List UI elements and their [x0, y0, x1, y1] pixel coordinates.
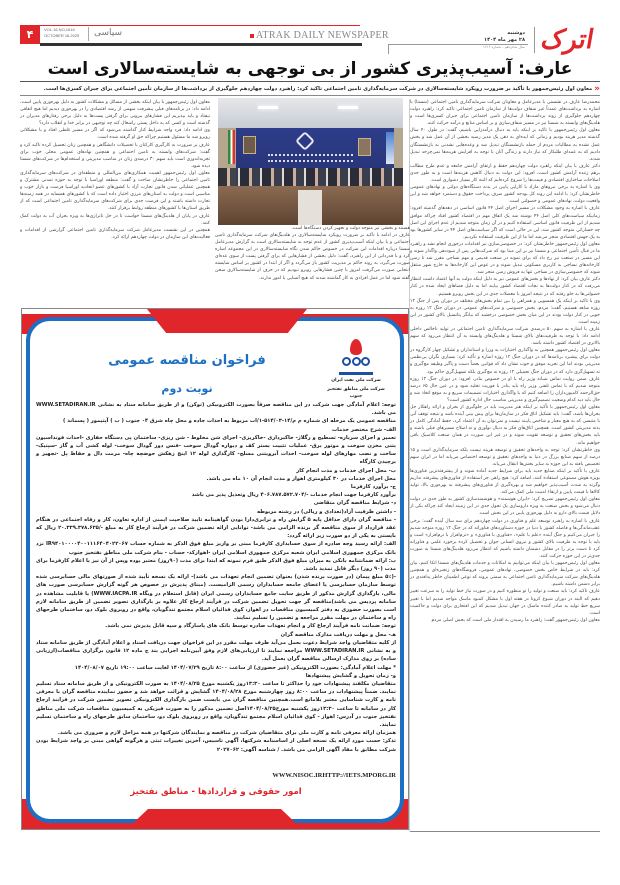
knot-shape [361, 357, 370, 366]
ad-paragraph: برآورد کارفرما جهت انجام خدمات -/۴۰۶.۷۸۷.۵۷۲.۷۰۴ ریال وتعدیل پذیر می باشد [191, 492, 396, 499]
paragraph: محمدرضا عارف در نشستی با مدیرعامل و معاونان شرکت سرمایه‌گذاری تامین اجتماعی (شستا) با اشاره به برداشت‌های عمدتاً غیر شفاف دولت‌ها از سازمان تامین اجتماعی تاکید کرد: راهبرد دولت چهاردهم جلوگیری از روند برداشت‌ها از سازمان تامین اجتماعی برای جبران کسری‌ها است و هلدینگ‌های وابسته به شستا نیز در مسیر شفاف‌سازی و بر اساس منابع و درآمد حرکت کنند. [410, 100, 600, 127]
ad-paragraph: تذکر: حسب مورد ارائه یک نسخه اصلی از اساسنامه شرکتها، آگهی تاسیس، آخرین تغییرات ثبتی و هرگونه گواهی مبنی بر واجد شرایط بودن شرکت مطابق با مفاد آگهی الزامی می باشد. / شناسه آگهی: ۲۰۲۷۰۶۲ [36, 738, 396, 753]
ceiling-light [338, 106, 358, 109]
article-right-column [410, 99, 600, 831]
paragraph: دکتر عارف بیان کرد: از نهادها و بخش‌های عمومی نیز به دلیل اینکه دولت به آنها اعتماد داشت انتظار می‌رفت که در کنار دولت‌ها به نجات اقتصاد کشور بیایند اما به دلیل فضاهای ایجاد شده در کنار خصولتی‌ها به جلو رفتند که در نتیجه امروز با معضلات جدی در این بخش روبرو هستیم. [410, 277, 600, 297]
issue-number: سال شانزدهم - شماره ۱۶۱۶ [483, 45, 525, 49]
paragraph: عارف در ادامه با تأکید بر ضرورت رویکرد شایسته‌سالاری در هلدینگ‌های شرکت سرمایه‌گذاری تامین اجتماعی و با بیان اینکه آسیب‌پذیری کشور از عدم توجه به شایسته‌سالاری است به گزارش مدیرعامل شستا درباره اقدامات این شرکت در خصوص حاکم شدن نگاه شایسته‌سالاری در این مجموعه اشاره کرد و با قدردانی از این راهبرد، گفت: دلیل بخشی از فشارهایی که برای گرفتن پست از سوی عده‌ای صورت می‌گیرد، به روند حاکم بر مدیریت کشور باز می‌گردد و اگر از ابتدا در کشور بر اساس شایسته انتخابی صورت می‌گرفت امروز با چنین فشارهایی روبرو نبودیم که در حرف از شایسته‌سالاری سخن گفته شود اما در عمل افرادی به کار گماشته شدند که هیچ آشنایی با امور ندارند. [215, 233, 410, 281]
pipe-knots-icon [342, 357, 370, 371]
knot-shape [352, 357, 361, 366]
article-lead [20, 83, 600, 95]
paragraph: معاون اول رئیس‌جمهور همچنین به واگذاری اختیارات به وزرا و استانداران و تشکیل چهار کارگروه در دولت برای پیشبرد برنامه‌ها که در دوران جنگ ۱۲ روزه اشاره و تأکید کرد: بسیاری نگران بی‌نظمی مدیریتی بودند اما این تجربه موفق و خوب نشان داد که قوانین بعضاً دست و پاگیر وظیفه مچ‌گیری و نه تسهیل‌گری دارد که در دوران جنگ تحمیلی ۱۲ روزه نه مچ‌گیری بلکه تسهیل‌گری حاکم بود. [410, 348, 600, 375]
paragraph: عارف بر ضرورت به کارگیری کارکنان با تحصیلات دانشگاهی و همچنین زنان تحصیل کرده تاکید کرد و گفت: شرکت‌های وابسته به تامین اجتماعی و همچنین نهادهای عمومی محلی خوب برای تجربه‌اندوزی است باید سهم ۳۰ درصدی زنان در مناصب مدیریتی و استخدام‌ها در شرکت‌های شستا دیده شود. [20, 142, 210, 169]
lead-text: معاون اول رئیس‌جمهور با تأکید بر ضرورت رویکرد شایسته‌سالاری در شرکت سرمایه‌گذاری تامین اجتماعی تاکید کرد: راهبرد دولت چهاردهم جلوگیری از برداشت‌ها از سازمان تأمین اجتماعی برای جبران کسری‌ها است. [43, 86, 593, 92]
photo-ceiling [218, 98, 403, 128]
knot-shape [342, 357, 351, 366]
ad-paragraph: الف- شرح مختصر خدمات [331, 426, 396, 433]
ad-paragraph: - مناقصه گران دارای حداقل پایه ۵ گرایش راه و ترابری‌دارا بودن گواهینامه تایید صلاحیت ایمنی از اداره تعاون، کار و رفاه اجتماعی در هنگام عقد قرارداد از سوی مناقصه گر برنده الزامی می باشد- توانایی ارائه تضمین شرکت در فرآیند ارجاع کار به مبلغ -/۲۰.۳۳۹.۳۷۸.۶۳۵ ریال که بایستی به یکی از دو صورت زیر ارائه گردد: [36, 516, 396, 540]
logo-text: اترک [538, 25, 597, 55]
photo-caption: هستند و بخشی نیز متوجه دولت و تجهیز کردن دستگاه‌ها است. [291, 226, 410, 231]
logo-base [339, 372, 373, 375]
volume-info [44, 27, 79, 39]
ad-paragraph: * مهلت اعلام آمادگی: بصورت الکترونیکی (غیر حضوری) از ساعت ۸:۰۰ تاریخ ۱۴۰۴/۰۷/۲۹ لغایت ساعت ۱۹:۰۰ تاریخ ۱۴۰۴/۰۸/۰۷ [74, 664, 396, 671]
paragraph: معاون اول رئیس‌جمهور اهمیت همکاری‌های بین‌المللی و منطقه‌ای در شرکت‌های سرمایه‌گذاری تامین اجتماعی را خاطرنشان ساخت و گفت: منطقه اوراسیا با توجه به حوزه تمدنی مشترک و همچنین عملیاتی شدن قانون تجارت آزاد با کشورهای عضو اتحادیه اوراسیا فرصت و بازار خوب و مناسبی است و دولت به استان‌های مرزی اختیار داده است که با کشورهای همسایه در همه زمینه‌ها تجارت داشته باشند و این فرصت جدی برای شرکت‌های سرمایه‌گذاری تامین اجتماعی است که از طریق استان‌ها با کشورهای منطقه روابط برقرار کنند. [20, 170, 210, 212]
paragraph: وی با تاکید بر اینکه یک همسویی و همراهی را بین تمام بخش‌های مختلف در دوران پس از جنگ ۱۲ روزه شاهد هستیم، گفت: مردم، بخش خصوصی و شرکت‌های عمومی در دوران جنگ ۱۲ روزه به خوبی در کنار دولت بودند در این میان بخش خصوصی درخشید که بیانگر پتانسیل بالای کشور در این زمینه است. [410, 298, 600, 325]
article-middle-column [215, 232, 410, 300]
ad-footer-signature: امور حقوقی و قراردادها - مناطق نفتخیز [130, 787, 302, 797]
paper-name [250, 30, 389, 41]
paragraph: عارف با تأکید بر اینکه صنایع جدید باید برای شرایط جدید آماده شوند و از پیشرفته‌ترین فناوری‌ها بویژه هوش مصنوعی استفاده کنند، اضافه کرد: هیچ راهی جز استفاده از فناوری‌های پیشرفته نداریم وگرنه به شدت آسیب‌پذیر خواهیم شد و بهره‌گیری از فناوری‌های پیشرفته به بهره‌وری بالا، تولید کالاها با قیمت پایین و ارتقاء امنیت ملی کمک می‌کند. [410, 468, 600, 496]
ad-bottom-trapezoid [127, 809, 302, 829]
ad-paragraph: ب- محل اجرای خدمات و مدت انجام کار [296, 467, 396, 474]
ad-paragraph: ب: ارائه ضمانتنامه بانکی به میزان مبلغ فوق الذکر طبق فرم نمونه که ابتدا برای مدت (۹۰روز) معتبر بوده وپس از آن نیز با اعلام کارفرما برای مدت (۹۰ روز) دیگر قابل تمدید باشد. [36, 557, 396, 573]
ad-paragraph: هـ- محل و مهلت دریافت مدارک مناقصه گران [280, 631, 396, 638]
paragraph: وی خاطرنشان کرد: توجه به واحدهای تحقیق و توسعه هزینه نیست بلکه سرمایه‌گذاری است و ۱۵ درصد از سهم صنایع بزرگ در دنیا به واحدهای تحقیق و توسعه اختصاص می‌یابد اما در ایران سهم تخصیص یافته به این حوزه به سایر بخش‌ها انتقال می‌یابد. [410, 447, 600, 467]
ad-paragraph: محل اجرای خدمات در ۳۰ کیلومتری اهواز و مدت انجام آن ۱۰ ماه می باشد. [206, 475, 396, 482]
date-block [483, 30, 525, 51]
ad-paragraph: د- شرایط مناقصه گران متقاضی [313, 500, 396, 507]
ad-top-trapezoid [147, 309, 307, 333]
paragraph: عارف با اشاره به وجود مشکلات در مسیر اجرای اصل ۴۴ قانون اساسی در دهه‌های گذشته افزود: زمانیکه سیاست‌های کلی اصل ۴۴ نوشته شد یک اتفاق مهم در اقتصاد کشور افتاد چراکه موافق شدیم از این ظرفیت قانون اساسی استفاده کنیم و در آن زمان متوجه شدیم از عدم اجرای این اصل چه خساراتی متوجه کشور شد، این در حالی است که اگر سیاست‌های اصل ۴۴ در سایر کشورها بود به یک جهش اقتصادی منجر می‌شد اما ما از این ظرفیت استفاده نکردیم. [410, 206, 600, 240]
volume-number: VOL.16 NO.1616 [44, 27, 75, 32]
page-number-badge [20, 25, 40, 44]
atrak-logo [540, 25, 595, 57]
iran-flag [228, 130, 235, 164]
ad-subtitle: نوبت دوم [161, 382, 213, 395]
ad-paragraph: متقاضیان مکلفند پیشنهادات خود را حداکثر تا ساعت ۱۳:۳۰روز یکشنبه مورخ ۱۴۰۴/۰۸/۲۵ به صورت الکترونیکی و از طریق سامانه ستاد تسلیم نمایند. ضمناً پیشنهادات در ساعت ۸:۰۰ روز چهارشنبه مورخ ۱۴۰۴/۰۸/۲۸ گشایش و قرائت خواهد شد و حضور نماینده مناقصه گران با معرفی نامه و کارت شناسایی معتبر بلامانع است.همچنین مناقصه گران می بایست ضمن بارگذاری الکترونیکی تصویر تضمین شرکت در فرایند ارجاع کار در سامانه تا ساعت ۱۳:۳۰روز یکشنبه مورخ۱۴۰۴/۰۸/۲۵اصل تضمین مذکور را به صورت فیزیکی به کمیسیون مناقصات شرکت ملی مناطق نفتخیز جنوب در آدرس: اهواز - کوی فدائیان اسلام مجتمع تندگویان، واقع در روبروی بلوک دو، ساختمان سابق طرحهای راه و ساختمان تسلیم نمایند. [36, 680, 397, 728]
ad-paragraph: و- زمان تحویل و گشایش پیشنهادها [305, 672, 396, 679]
column-divider [409, 99, 410, 831]
ad-paragraph: توجه: ضمانت نامه فرآیند ارجاع کار و انجام تعهدات صادره توسط بانک های پاسارگاد و سپه قابل پذیرش نمی باشد. [105, 623, 396, 630]
article-left-column [20, 99, 210, 302]
ad-paragraph: ج- برآورد کارفرما [350, 484, 396, 491]
ad-paragraph: مناقصه عمومی یک مرحله ای شماره م م/۱۴-۵۱۴/۰۳-۱/ات مربوط به احداث جاده و محل چاه شرق ۰۴ جنوب ( ب ) آپتیمور ( پسماند ) [63, 418, 396, 425]
column-bottom-rule [410, 831, 600, 832]
logo-separator [534, 27, 535, 53]
page-number: ۴ [26, 28, 34, 41]
persian-date: ۲۸ مهر ماه ۱۴۰۴ [484, 37, 525, 43]
section-name: سیاسی [94, 28, 123, 38]
paragraph: معاون اول رئیس‌جمهور تصریح کرد: «ایران هوشمند» و هوشمندسازی کشور به طور جدی در دولت دنبال می‌شود و بخش صنعت به ویژه داروسازی یک تحول جدی در این زمینه ایجاد کند چراکه یکی از دلایل قیمت بالای دارو به دلیل بهره‌وری پایین در این بخش است. [410, 497, 600, 517]
portrait-frame [358, 138, 371, 156]
lead-bottom-rule [20, 95, 600, 96]
org-flag [386, 132, 394, 164]
paragraph: عارف ضمن روایت تماس شبانه وزیر راه با او در خصوص بنادر، افزود: در دوران جنگ ۱۲ روزه متوجه شدیم که با تماس تلفنی وزیر راه باید بنادر با فوریت تخلیه شود و در عین حال ۶۵ درصد حق‌الزحمه کامیون‌داران را اضافه کنیم که با واگذاری اختیارات تصمیمات سریع و به موقع اتخاذ شد و حال باید دید کدام وضعیت تصمیم‌گیری و مدیریتی مناسب حال اداره کشور است؟ [410, 376, 600, 403]
paper-name-text: ATRAK DAILY NEWSPAPER [256, 30, 389, 41]
paragraph: وی ادامه داد: فرد واجد شرایط کنار گذاشته می‌شود که اگر در مسیر غلطی افتاد و با مشکلاتی روبرو شد ما مسئول هستیم چراکه حق او گرفته شده است. [20, 128, 210, 141]
paragraph: معاون اول رئیس‌جمهور با بیان اینکه بخشی از مسائل و مشکلات کشور به دلیل بهره‌وری پایین است، ادامه داد: در برنامه‌های قبلی پیشرفت سهمی از رشد اقتصادی را در بهره‌وری دیدیم اما هیچ اتفاقی نیفتاد و باید بپذیریم این فشارهای بیرونی برای گرفتن پست‌ها به دلیل برخی رفتارهای مدیران در گذشته است و کسی که به داخل پستی راشغال کند چه توجیهی در برابر خدا و انقلاب دارد؟ [20, 100, 210, 127]
paragraph: معاون اول رئیس‌جمهور با تاکید بر اینکه باید به دنبال درآمدزایی باشیم، گفت: در طول ۴۰ سال گذشته مدیر هزینه بودیم و زمانی که ایده‌ای به ذهن یک مدیر رسید بخشی از آن عمل شد و بخش عمل نشده به مطالبات مردم از جمله بازنشستگان تبدیل شد و وعده‌هایی نشدنی به بازنشستگان دادیم که به عمدای طلبکار که نیاز دارند و زندگی آنان با توجه به افزایش هزینه‌ها نمی‌چرخد تبدیل شدند. [410, 128, 600, 162]
paragraph: معاون اول رئیس‌جمهور با بیان اینکه می‌توانیم به امکانات و خدمات هلدینگ‌های شستا اتکا کنیم، بیان کرد: باید در شرایط خاص بخش خصوصی، نهادهای عمومی، فروشگاه‌های زنجیره‌ای و همچنین هلدینگ‌های شرکت سرمایه‌گذاری تامین اجتماعی به سمتی بروند که نوعی اطمینان خاطر پدافندی در برابر دشمن داشته باشیم. [410, 561, 600, 588]
ad-paragraph: الف: ارائه رسید وجه صادره از سوی حسابداری کارفرما مبنی بر واریز مبلغ فوق الذکر به شماره حساب IR۹۴۰۱۰۰۰۰۴۰۰۱۱۱۶۴۰۴۰۲۲۰۶۷ نزد بانک مرکزی جمهوری اسلامی ایران شعبه مرکزی جمهوری اسلامی ایران -اهوازکد- حساب - بنام شرکت ملی مناطق نفتخیز جنوب [36, 541, 396, 556]
ad-paragraph: تعمیر و اجرای سرباره- تسطیح و رگلاژ- خاکبرداری -خاکریزی- اجرای شن مخلوط - شن ریزی- ساختمان پی دستگاه حفاری -احداث فونداسیون بتنی مخزن سوخت و موتور برق- عملیات تثبیت بستر کف و دیواره گودال سوخت -فنس دور گودال سوخت- لوله کشی آب و گاز -سپتیک- ساخت و نصب مهارهای لوله سوخت- احداث آبرویتنی مسلح- کارگذاری لوله ۱۲ اینچ زهکش حوضچه چاه- مرمت دال و حفاظ پل -تجهیز و برچیدن کارگاه [36, 434, 396, 466]
ad-body [36, 401, 396, 754]
red-square-icon [250, 34, 254, 38]
ad-paragraph: -(۵٪ مبلغ پیمان (در صورت برنده شدن) بعنوان تضمین انجام تعهدات می باشد)- ارائه یک نسخه تأیید شده از صورتهای مالی حسابرسی شده توسط سازمان حسابرسی یا اعضای جامعه حسابداران رسمی الزامیست. (مبنای پذیرش در خصوص هر گونه گزارش حسابرسی صورت های مالی، بارگذاری گزارش مذکور از طریق سایت جامع حسابداران رسمی ایران (قابل استعلام در وبگاه WWW.IACPA.IR) یا قابلیت مشاهده در سامانه پردیس می باشد)مناقصه گر جهت تحویل تضمین شرکت در فرآیند ارجاع کار علاوه بر بارگذاری تصویر تضمین از طریق سامانه لازم است بصورت حضوری به دفتر کمیسیون مناقصات در اهواز، کوی فدائیان اسلام مجتمع تندگویان، واقع در روبروی بلوک دو، ساختمان طرحهای راه و ساختمان در مهلت مقرر مراجعه و تضمین را تسلیم نمایند. [36, 574, 396, 622]
paragraph: وی با اشاره به برخی نیروهای مازاد با کارایی پایین در بدنه دستگاه‌های دولتی و نهادهای عمومی خاطرنشان کرد: با ادامه این روند کل بودجه کشور صرف پرداخت حقوق و دستمزد خواهد شد و این واقعیت دولت، نهادهای عمومی و خصولتی است. [410, 185, 600, 205]
org-name-2: شرکت ملی مناطق نفتخیز جنوب [327, 387, 385, 399]
ad-title: فراخوان مناقصه عمومی [108, 353, 266, 368]
paragraph: عارف با اشاره به سهم ۵۰ درصدی شرکت سرمایه‌گذاری تامین اجتماعی در تولید ناخالص داخلی ادامه داد: با توجه به ظرفیت‌های بالای شستا و هلدینگ‌های وابسته به آن انتظار می‌رود که سهم بالاتری در اقتصاد کشور داشته باشد. [410, 327, 600, 347]
paragraph: معاون اول رئیس‌جمهور گفت: راهبرد ما رسیدن به اقتدار ملی است که بخش اصلی مردم [431, 617, 600, 623]
double-chevron-icon: « [594, 84, 600, 94]
paragraph: دکتر عارف با بیان اینکه راهبرد دولت چهاردهم حفظ و ارتقای آرامش جامعه و عدم طرح مطالب برهم زننده آرامش کشور است، افزود: این دولت به دنبال کاهش هزینه‌ها است و به طور جدی اصلاحات ساختاری اقتصادی و قیمت‌ها را شروع کرده‌ایم که البته کار بسیار دشواری است. [410, 163, 600, 184]
section-divider [88, 27, 89, 41]
article-headline: عارف: آسیب‌پذیری کشور از بی توجهی به شایسته‌سالاری است [47, 59, 573, 79]
masthead [20, 25, 600, 59]
portrait-frame [243, 136, 256, 154]
nioc-logo [326, 339, 386, 400]
tender-advertisement [21, 308, 409, 830]
ad-paragraph: از کلیه متقاضیان واجد شرایط دعوت بعمل می‌آید ظرف مهلت مقرر در این فراخوان جهت دریافت اسناد و اعلام آمادگی از طریق سامانه ستاد و به نشانی WWW.SETADIRAN.IR مراجعه نمایند تا ارزیابی‌های لازم وفق آیین‌نامه اجرایی بند ج ماده ۱۲ قانون برگزاری مناقصات(ارزیابی ساده) بر روی مدارک ارسالی مناقصه گران بعمل آید. [36, 639, 396, 663]
ad-paragraph: توجه: اعلام آمادگی جهت شرکت در این مناقصه صرفاً بصورت الکترونیکی (توکن) و از طریق سامانه ستاد به نشانی WWW.SETADIRAN.IR می باشد. [36, 402, 396, 417]
masthead-red-rule [40, 25, 360, 26]
paragraph: عارف در پایان از هلدینگ‌های شستا خواست تا در حل ناترازی‌ها به ویژه بحران آب به دولت کمک کنند. [20, 213, 210, 226]
ad-paragraph: - داشتن ظرفیت آزاد(تعدادی و ریالی) در رشته مربوطه [256, 508, 396, 515]
ceiling-light [258, 106, 278, 109]
paragraph: عارف تاکید کرد: باید صنعت و تولید را تو منظوره کنیم و در صورت نیاز خط تولید را به سرعت تغییر دهیم که البته در دوران شیوع کرونا در هفته اول با مشکل کمبود ماسک مواجه شدیم اما با تغییر سریع خط تولید به صادر کننده ماسک در جهان تبدیل شدیم که این افتخاری برای دولت و حاکمیت است. [410, 589, 600, 616]
english-date: OCTOBER 18.2025 [44, 33, 80, 38]
org-name-1: شرکت ملی نفت ایران [331, 378, 381, 383]
masthead-dark-rule [40, 43, 362, 46]
center-chair [298, 190, 322, 225]
ad-websites[interactable]: WWW.NISOC.IRHTTP://IETS.MPORG.IR [272, 772, 396, 779]
paragraph: معاون اول رئیس‌جمهور خاطرنشان کرد: در خصوصی‌سازی نیز اقدامات درخوری انجام نشد و راهبرد ما در قبال تأمین اجتماعی و شستا نیز بر این مبنا بود که شرکت‌هایی پس از سوددهی واگذار شوند و این مسیر در صنعت نیز رخ داد که برای نمونه در صنعت قدیمی و مهم نساجی مقرر شد تا زمین کارخانه‌های نساجی به کاربری مسکونی تبدیل شوند و در عوض این کارخانه‌ها به خارج شهر منتقل شوند که خصوصی‌سازی در نساجی تنها به فروش زمین منجر شد. [410, 241, 600, 276]
meeting-photo [218, 98, 403, 225]
paragraph: همچنین در این نشست مدیرعامل شرکت سرمایه‌گذاری تامین اجتماعی گزارشی از اقدامات و فعالیت‌های این سازمان در دولت چهاردهم ارائه کرد. [20, 227, 210, 240]
paragraph: عارف با اشاره به راهبرد توسعه علم و فناوری در دولت چهاردهم برای سه سال آینده گفت: برخی عقب‌ماندگی‌ها و فاصله کشور با دنیا در حوزه دستاوردهای فناورانه که در جنگ ۱۲ روزه متوجه شدیم را جبران می‌کنیم و جنگ آینده «علم با علم»، «فناوری با فناوری» و «نرم‌افزار با نرم‌افزار» است و باید با توجه به ظرفیت بالای کشور و نیروی انسانی جوان و تحصیل کرده برخورد علمی و فناورانه کرد تا دست برتر را در مقابل دشمنان داشته باشیم که انتظار می‌رود هلدینگ‌های شستا به صورت جدی‌تر در این حوزه حرکت کنند. [410, 518, 600, 559]
ad-paragraph: همزمان ارائه معرفی نامه و کارت ملی برای متقاضیان شرکت در مناقصه و نمایندگان شرکتها در همه مراحل لازم و ضروری می باشد. [58, 730, 396, 737]
flame-icon [350, 339, 362, 355]
weekday: دوشنبه [507, 30, 525, 36]
lead-top-rule [20, 81, 600, 82]
wall-lettering [268, 154, 353, 162]
date-line-tick [388, 44, 389, 54]
date-underline [388, 44, 528, 45]
paragraph: معاون اول رئیس‌جمهور با تأکید بر اینکه هنر مدیریت باید در جلوگیری از بحران و ارائه راهکار حل بحران‌ها باشد، گفت: باید تشکیل اتاق فکر در سازمان‌ها برای پیش بینی آینده باشد و نتیجه توقف آنی با متنسی که به هیچ معیار و شاخص پایبند نیست و نمی‌توان به آن اعتماد کرد، حفظ آمادگی کامل در بدنه مدیریتی کشور است. همچنین اتاق‌های فکر به دنبال نوآوری و نه اصلاح مسیرهای قبلی باشند و باید بخش‌های تحقیق و توسعه تقویت شوند و در غیر این صورت در همان صنعت کلاسیک باقی خواهیم ماند. [410, 405, 600, 446]
